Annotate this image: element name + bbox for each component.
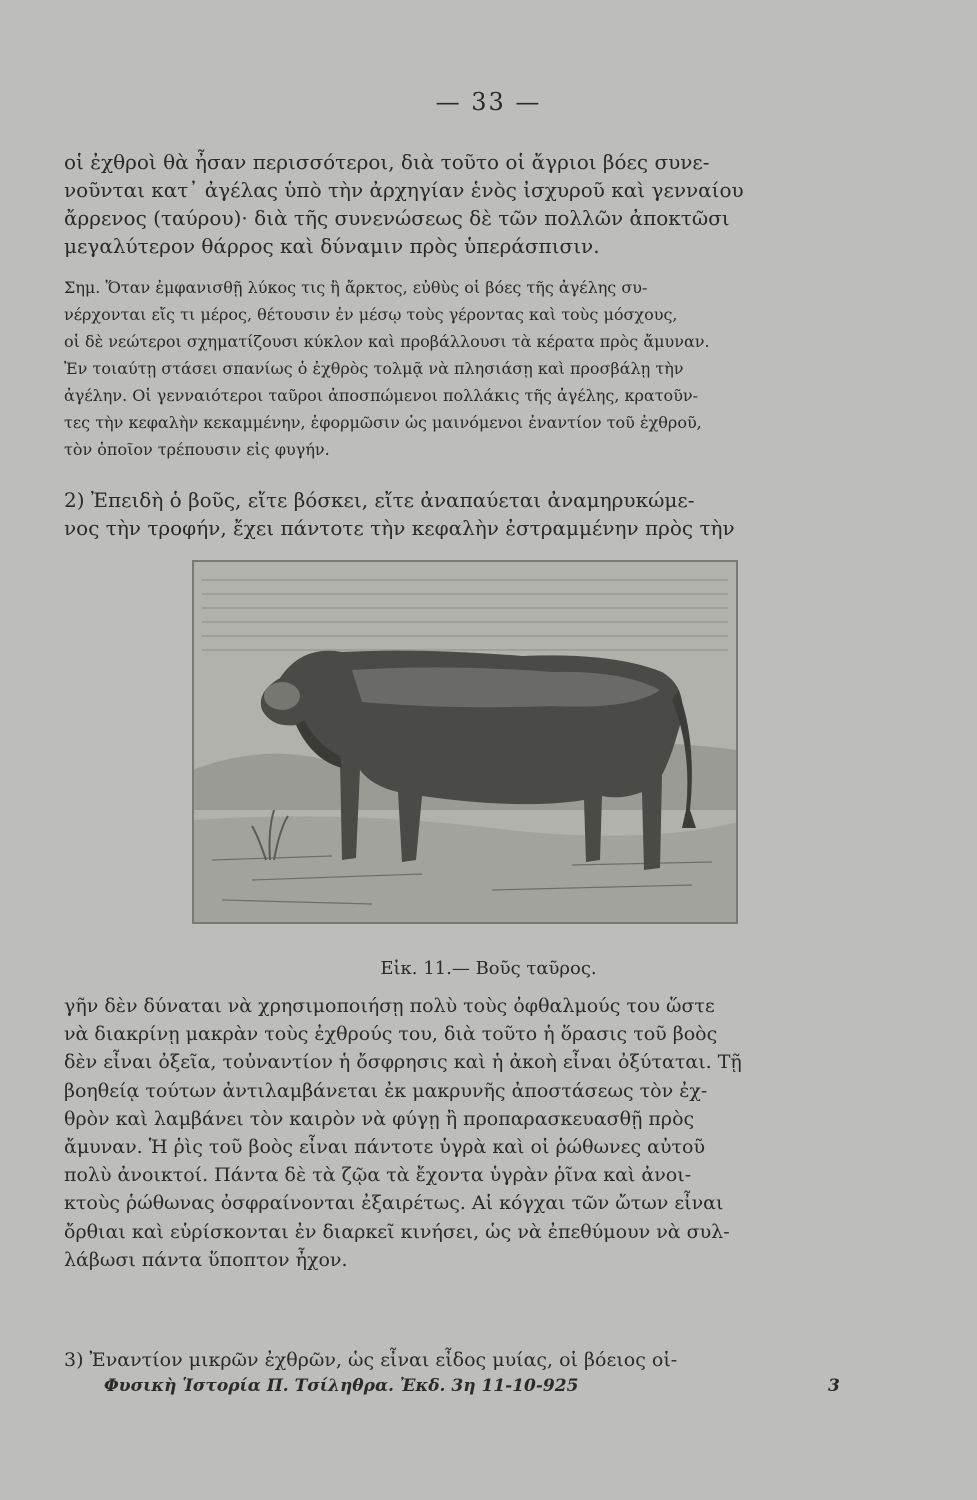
text-line: νὰ διακρίνῃ μακρὰν τοὺς ἐχθρούς του, διὰ τοῦτο ἡ ὅρασις τοῦ βοὸς xyxy=(64,1023,718,1046)
note-line: τες τὴν κεφαλὴν κεκαμμένην, ἐφορμῶσιν ὡς μαινόμενοι ἐναντίον τοῦ ἐχθροῦ, xyxy=(64,413,702,432)
paragraph-3 xyxy=(64,992,864,1274)
text-line: ἄρρενος (ταύρου)· διὰ τῆς συνενώσεως δὲ τῶν πολλῶν ἀποκτῶσι xyxy=(64,206,730,230)
text-line: 2) Ἐπειδὴ ὁ βοῦς, εἴτε βόσκει, εἴτε ἀναπαύεται ἀναμηρυκώμε- xyxy=(64,488,695,512)
text-line: ὄρθιαι καὶ εὑρίσκονται ἐν διαρκεῖ κινήσει, ὡς νὰ ἐπεθύμουν νὰ συλ- xyxy=(64,1220,730,1243)
footnote-block xyxy=(64,274,864,463)
text-line: κτοὺς ῥώθωνας ὀσφραίνονται ἐξαιρέτως. Αἱ κόγχαι τῶν ὤτων εἶναι xyxy=(64,1192,724,1215)
footer-imprint: Φυσικὴ Ἱστορία Π. Τσίληθρα. Ἐκδ. 3η 11-10-925 xyxy=(104,1376,579,1396)
paragraph-1 xyxy=(64,148,864,260)
note-line: Σημ. Ὅταν ἐμφανισθῇ λύκος τις ἢ ἄρκτος, εὐθὺς οἱ βόες τῆς ἀγέλης συ- xyxy=(64,278,648,297)
text-line: λάβωσι πάντα ὕποπτον ἦχον. xyxy=(64,1248,348,1271)
signature-mark: 3 xyxy=(828,1376,840,1396)
text-line: 3) Ἐναντίον μικρῶν ἐχθρῶν, ὡς εἶναι εἶδος μυίας, οἱ βόειος οἱ- xyxy=(64,1349,678,1371)
page-number: — 33 — xyxy=(435,88,542,116)
text-line: θρὸν καὶ λαμβάνει τὸν καιρὸν νὰ φύγῃ ἢ προπαρασκευασθῇ πρὸς xyxy=(64,1107,695,1130)
note-line: νέρχονται εἴς τι μέρος, θέτουσιν ἐν μέσῳ τοὺς γέροντας καὶ τοὺς μόσχους, xyxy=(64,305,678,324)
text-line: γῆν δὲν δύναται νὰ χρησιμοποιήσῃ πολὺ τοὺς ὀφθαλμούς του ὥστε xyxy=(64,995,715,1017)
paragraph-2 xyxy=(64,486,864,542)
text-line: ἄμυναν. Ἡ ῥὶς τοῦ βοὸς εἶναι πάντοτε ὑγρὰ καὶ οἱ ῥώθωνες αὐτοῦ xyxy=(64,1136,706,1159)
text-line: βοηθείᾳ τούτων ἀντιλαμβάνεται ἐκ μακρυνῆς ἀποστάσεως τὸν ἐχ- xyxy=(64,1079,708,1102)
note-line: ἀγέλην. Οἱ γενναιότεροι ταῦροι ἀποσπώμενοι πολλάκις τῆς ἀγέλης, κρατοῦν- xyxy=(64,386,699,405)
figure-caption: Εἰκ. 11.— Βοῦς ταῦρος. xyxy=(380,958,597,979)
text-line: μεγαλύτερον θάρρος καὶ δύναμιν πρὸς ὑπεράσπισιν. xyxy=(64,234,600,258)
text-line: νος τὴν τροφήν, ἔχει πάντοτε τὴν κεφαλὴν ἐστραμμένην πρὸς τὴν xyxy=(64,516,735,540)
text-line: πολὺ ἀνοικτοί. Πάντα δὲ τὰ ζῷα τὰ ἔχοντα ὑγρὰν ῥῖνα καὶ ἀνοι- xyxy=(64,1164,692,1187)
note-line: οἱ δὲ νεώτεροι σχηματίζουσι κύκλον καὶ προβάλλουσι τὰ κέρατα πρὸς ἄμυναν. xyxy=(64,332,710,351)
note-line: Ἐν τοιαύτῃ στάσει σπανίως ὁ ἐχθρὸς τολμᾷ νὰ πλησιάσῃ καὶ προσβάλῃ τὴν xyxy=(64,359,684,378)
text-line: νοῦνται κατ᾽ ἀγέλας ὑπὸ τὴν ἀρχηγίαν ἑνὸς ἰσχυροῦ καὶ γενναίου xyxy=(64,178,744,202)
text-line: δὲν εἶναι ὀξεῖα, τοὐναντίον ἡ ὄσφρησις καὶ ἡ ἀκοὴ εἶναι ὀξύταται. Τῇ xyxy=(64,1051,742,1074)
text-line: οἱ ἐχθροὶ θὰ ἦσαν περισσότεροι, διὰ τοῦτο οἱ ἄγριοι βόες συνε- xyxy=(64,150,710,174)
bull-illustration xyxy=(192,560,738,924)
note-line: τὸν ὁποῖον τρέπουσιν εἰς φυγήν. xyxy=(64,440,330,459)
paragraph-4 xyxy=(64,1346,864,1374)
